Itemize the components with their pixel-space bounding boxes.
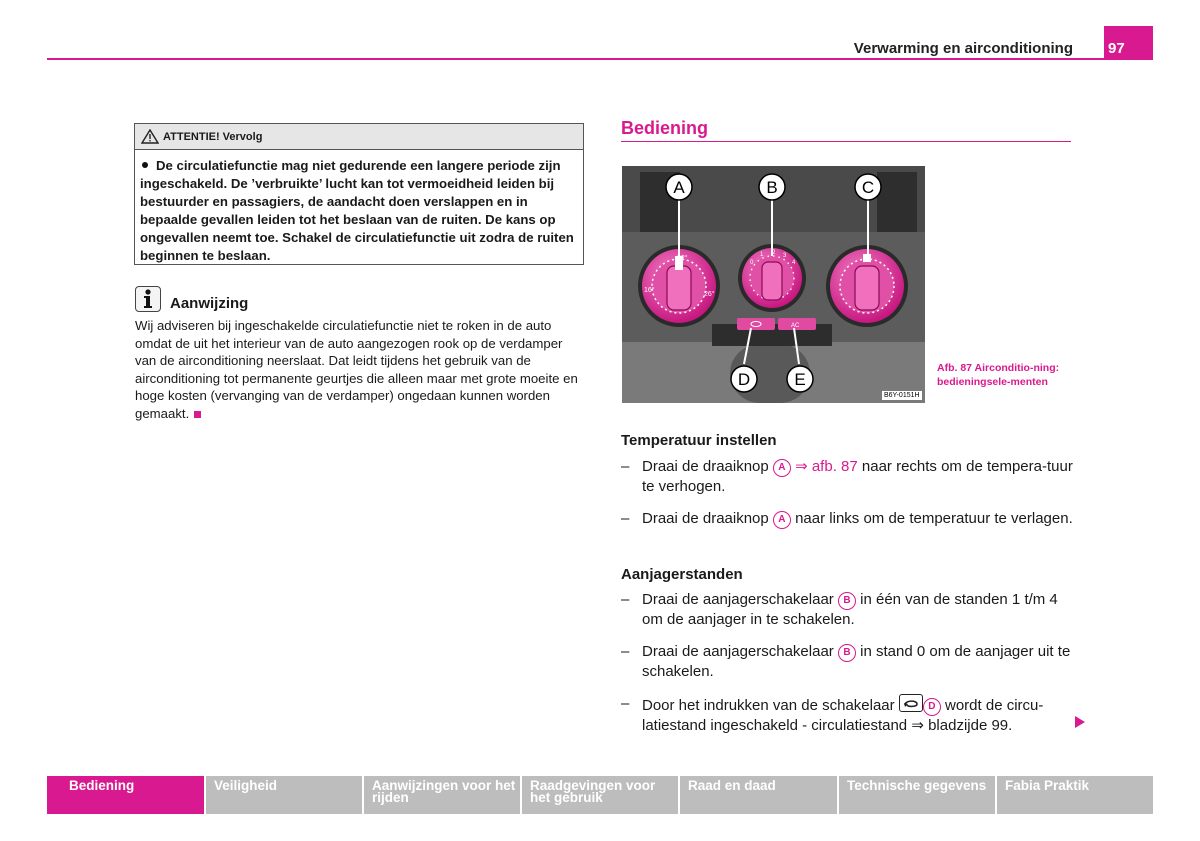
- warning-header: [135, 124, 583, 150]
- list-dash: –: [621, 510, 630, 527]
- fan-step-2: [621, 642, 1073, 682]
- fan-stand-4: 4: [792, 260, 796, 266]
- nav-tab-raadgevingen[interactable]: Raadgevingen voor het gebruik: [522, 776, 678, 814]
- note-title: Aanwijzing: [170, 295, 249, 312]
- nav-tab-fabia-praktik[interactable]: Fabia Praktik: [997, 776, 1153, 814]
- warning-triangle-icon: [141, 129, 159, 144]
- nav-tab-raad-en-daad[interactable]: Raad en daad: [680, 776, 837, 814]
- info-icon: [135, 286, 161, 312]
- warning-text: De circulatiefunctie mag niet gedurende een langere periode zijn ingeschakeld. De ’verbruikte’ lucht kan tot vermoeidheid leiden bij bestuurder en passagiers, de aandacht doen verslappen en in bepaalde gevallen leiden tot het beslaan van de ruiten. De kans op ongevallen neemt toe. Schakel de circulatiefunctie uit zodra de ruiten beginnen te beslaan.: [140, 158, 574, 263]
- callout-e: E: [794, 370, 806, 389]
- ac-button-label: AC: [791, 323, 800, 329]
- end-square-icon: [194, 411, 201, 418]
- control-ref-b: B: [838, 592, 856, 610]
- warning-body: [135, 150, 583, 265]
- nav-tab-bediening[interactable]: Bediening: [47, 776, 204, 814]
- recirculation-icon: [899, 694, 923, 712]
- control-ref-b: B: [838, 644, 856, 662]
- step-text: naar links om de temperatuur te verlagen.: [795, 510, 1073, 527]
- step-text: in stand 0 om de aanjager uit te schakelen.: [642, 643, 1071, 680]
- climate-control-figure: [622, 166, 925, 403]
- figure-code: B6Y-0151H: [884, 392, 920, 399]
- step-text: Draai de draaiknop: [642, 510, 769, 527]
- fan-stand-0: 0: [750, 260, 754, 266]
- temperature-step-2: [621, 509, 1073, 529]
- knob-a-left-label: 16°: [644, 287, 655, 294]
- warning-box: [134, 123, 584, 265]
- nav-tab-technische-gegevens[interactable]: Technische gegevens: [839, 776, 995, 814]
- list-dash: –: [621, 591, 630, 608]
- fan-stand-3: 3: [783, 253, 787, 259]
- recirculation-button: [737, 318, 775, 330]
- page-xref-link[interactable]: bladzijde 99.: [928, 717, 1013, 734]
- climate-panel-illustration: [622, 166, 925, 403]
- fan-step-3: [621, 694, 1073, 736]
- chapter-nav: [47, 776, 1153, 814]
- warning-title: ATTENTIE! Vervolg: [163, 130, 263, 143]
- nav-tab-veiligheid[interactable]: Veiligheid: [206, 776, 362, 814]
- step-text: Door het indrukken van de schakelaar: [642, 697, 895, 714]
- fan-step-1: [621, 590, 1073, 630]
- step-text: Draai de aanjagerschakelaar: [642, 643, 834, 660]
- figure-caption: Afb. 87 Airconditio-ning: bedieningsele-menten: [937, 362, 1060, 388]
- callout-d: D: [737, 370, 751, 389]
- bullet-icon: [142, 162, 148, 168]
- nav-tab-aanwijzingen[interactable]: Aanwijzingen voor het rijden: [364, 776, 520, 814]
- figure-xref-link[interactable]: afb. 87: [811, 458, 858, 475]
- section-title: Bediening: [621, 118, 709, 138]
- note-text: Wij adviseren bij ingeschakelde circulatiefunctie niet te roken in de auto omdat de uit het interieur van de auto aangezogen rook op de verdamper van de airconditioning neerslaat. Dat leidt tijdens het gebruik van de airconditioning tot permanente geurtjes die alleen maar met grote moeite en hoge kosten (vervanging van de verdamper) ongedaan kunnen worden gemaakt.: [135, 318, 578, 421]
- page-number: 97: [1104, 26, 1153, 60]
- knob-a-top-label: 22°: [677, 255, 688, 262]
- page-xref-arrow: ⇒: [911, 717, 924, 734]
- list-dash: –: [621, 643, 630, 660]
- callout-a: A: [673, 178, 685, 197]
- knob-a-right-label: 26°: [704, 291, 715, 298]
- temperature-heading: Temperatuur instellen: [621, 432, 777, 449]
- header-rule: [47, 58, 1153, 60]
- fan-stand-2: 2: [772, 250, 776, 256]
- step-text: Draai de draaiknop: [642, 458, 769, 475]
- control-ref-d: D: [923, 698, 941, 716]
- continue-arrow-icon: [1075, 716, 1085, 728]
- list-dash: –: [621, 695, 630, 712]
- control-ref-a: A: [773, 511, 791, 529]
- step-text: naar rechts om de tempera-tuur te verhogen.: [642, 458, 1073, 495]
- callout-c: C: [861, 178, 875, 197]
- running-header-title: Verwarming en airconditioning: [853, 40, 1073, 57]
- step-text: in één van de standen 1 t/m 4 om de aanjager in te schakelen.: [642, 591, 1058, 628]
- callout-b: B: [766, 178, 778, 197]
- step-text: Draai de aanjagerschakelaar: [642, 591, 834, 608]
- temperature-step-1: [621, 457, 1073, 497]
- section-rule: [621, 141, 1071, 142]
- step-text: wordt de circu-latiestand ingeschakeld - circulatiestand: [642, 697, 1044, 734]
- note-body: [135, 317, 587, 423]
- figure-xref-arrow: ⇒: [795, 458, 808, 475]
- list-dash: –: [621, 458, 630, 475]
- air-distribution-knob: [826, 245, 908, 327]
- fan-stand-1: 1: [760, 252, 764, 258]
- fan-heading: Aanjagerstanden: [621, 566, 743, 583]
- control-ref-a: A: [773, 459, 791, 477]
